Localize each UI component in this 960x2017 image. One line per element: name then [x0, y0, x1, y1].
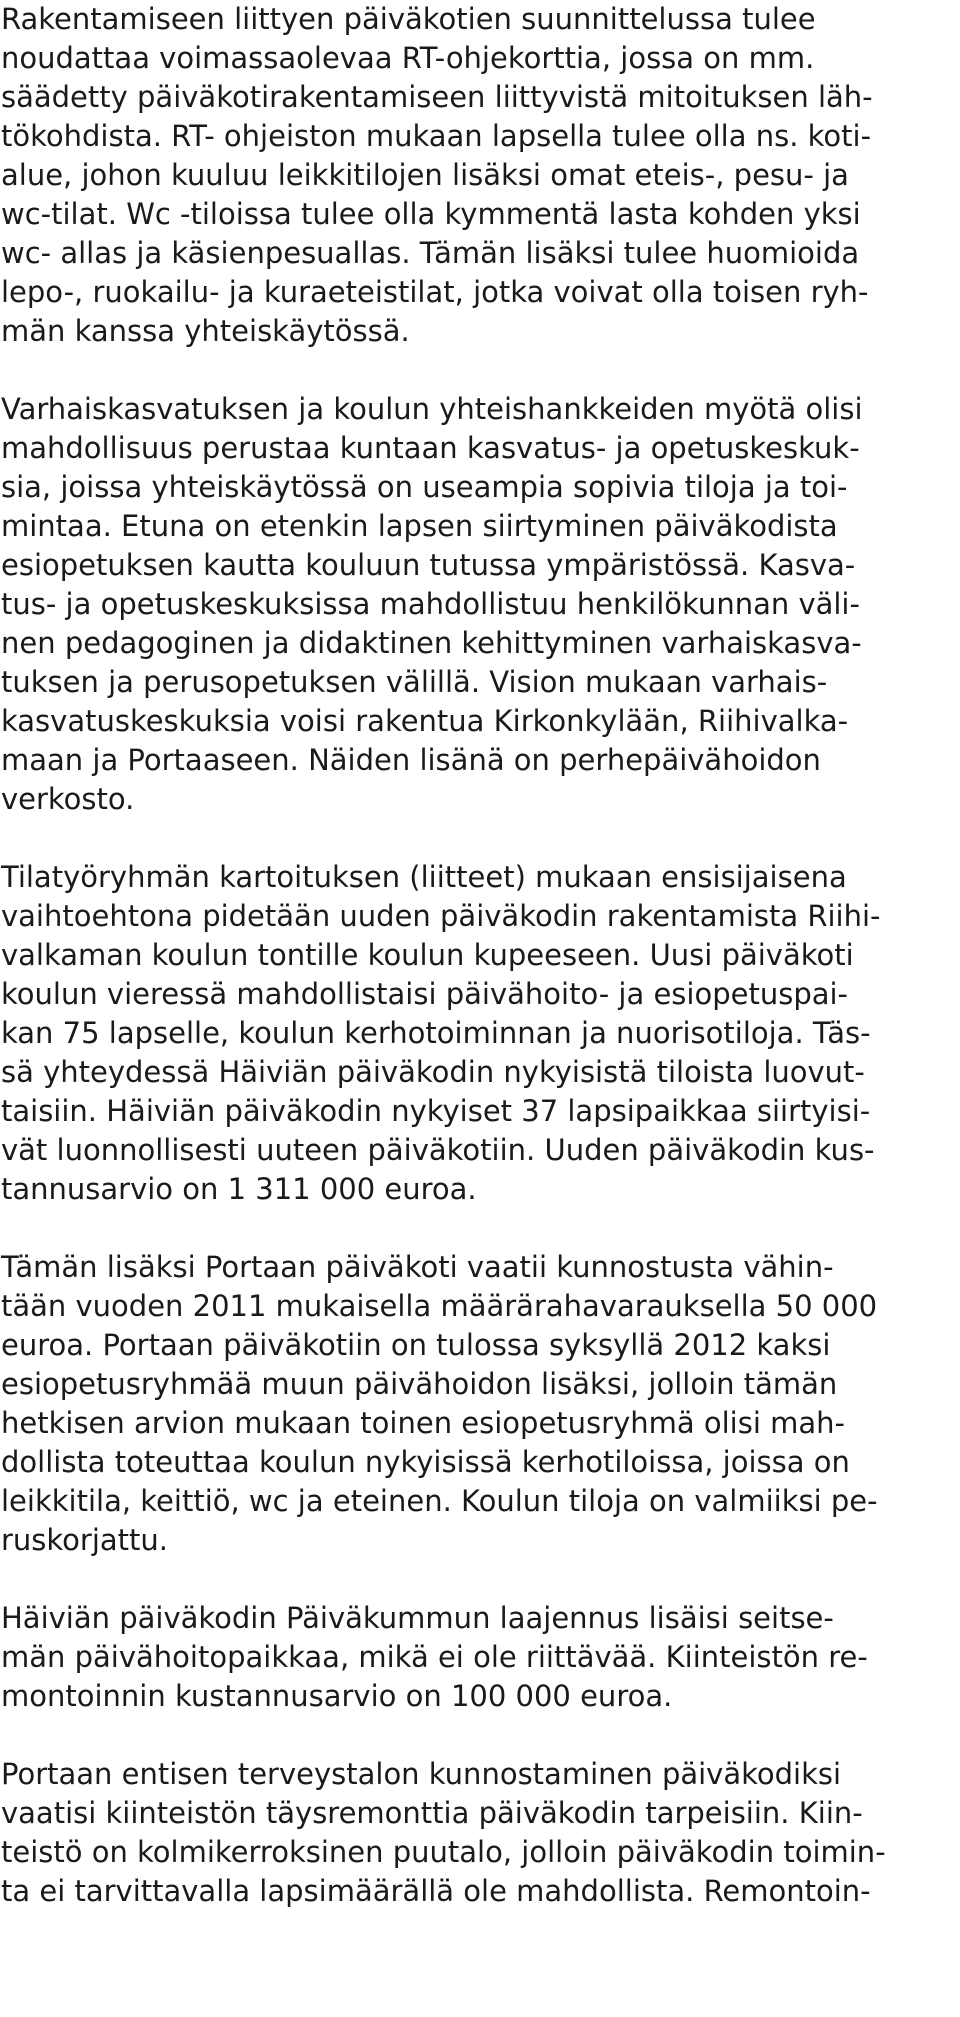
paragraph-health-center-conversion — [0, 1755, 960, 1911]
text-line: leikkitila, keittiö, wc ja eteinen. Koulun tiloja on valmiiksi pe- — [1, 1484, 878, 1518]
paragraph-working-group-survey — [0, 858, 960, 1209]
text-line: Varhaiskasvatuksen ja koulun yhteishankkeiden myötä olisi — [1, 392, 863, 426]
text-line: valkaman koulun tontille koulun kupeeseen. Uusi päiväkoti — [1, 938, 854, 972]
paragraph-portaa-renovation — [0, 1248, 960, 1560]
text-line: nen pedagoginen ja didaktinen kehittyminen varhaiskasva- — [1, 626, 862, 660]
text-line: noudattaa voimassaolevaa RT-ohjekorttia, jossa on mm. — [1, 41, 815, 75]
paragraph-spacer — [0, 1560, 960, 1599]
text-line: kan 75 lapselle, koulun kerhotoiminnan ja nuorisotiloja. Täs- — [1, 1016, 871, 1050]
text-line: män päivähoitopaikkaa, mikä ei ole riittävää. Kiinteistön re- — [1, 1640, 868, 1674]
text-line: tannusarvio on 1 311 000 euroa. — [1, 1172, 477, 1206]
text-line: esiopetuksen kautta kouluun tutussa ympäristössä. Kasva- — [1, 548, 856, 582]
text-line: säädetty päiväkotirakentamiseen liittyvistä mitoituksen läh- — [1, 80, 873, 114]
paragraph-spacer — [0, 819, 960, 858]
text-line: taisiin. Häiviän päiväkodin nykyiset 37 lapsipaikkaa siirtyisi- — [1, 1094, 871, 1128]
text-line: Portaan entisen terveystalon kunnostaminen päiväkodiksi — [1, 1757, 842, 1791]
paragraph-spacer — [0, 351, 960, 390]
text-line: lepo-, ruokailu- ja kuraeteistilat, jotka voivat olla toisen ryh- — [1, 275, 869, 309]
text-line: tökohdista. RT- ohjeiston mukaan lapsella tulee olla ns. koti- — [1, 119, 872, 153]
text-line: esiopetusryhmää muun päivähoidon lisäksi, jolloin tämän — [1, 1367, 838, 1401]
text-line: hetkisen arvion mukaan toinen esiopetusryhmä olisi mah- — [1, 1406, 845, 1440]
text-line: Tilatyöryhmän kartoituksen (liitteet) mukaan ensisijaisena — [1, 860, 847, 894]
text-line: vät luonnollisesti uuteen päiväkotiin. Uuden päiväkodin kus- — [1, 1133, 875, 1167]
paragraph-spacer — [0, 1209, 960, 1248]
paragraph-spacer — [0, 1716, 960, 1755]
text-line: montoinnin kustannusarvio on 100 000 euroa. — [1, 1679, 673, 1713]
paragraph-joint-projects — [0, 390, 960, 819]
text-line: wc- allas ja käsienpesuallas. Tämän lisäksi tulee huomioida — [1, 236, 860, 270]
text-line: män kanssa yhteiskäytössä. — [1, 314, 410, 348]
text-line: mahdollisuus perustaa kuntaan kasvatus- ja opetuskeskuk- — [1, 431, 860, 465]
text-line: mintaa. Etuna on etenkin lapsen siirtyminen päiväkodista — [1, 509, 838, 543]
text-line: koulun vieressä mahdollistaisi päivähoito- ja esiopetuspai- — [1, 977, 849, 1011]
text-line: Rakentamiseen liittyen päiväkotien suunnittelussa tulee — [1, 2, 816, 36]
text-line: tään vuoden 2011 mukaisella määrärahavarauksella 50 000 — [1, 1289, 878, 1323]
text-line: alue, johon kuuluu leikkitilojen lisäksi omat eteis-, pesu- ja — [1, 158, 849, 192]
text-line: tus- ja opetuskeskuksissa mahdollistuu henkilökunnan väli- — [1, 587, 860, 621]
text-line: Häiviän päiväkodin Päiväkummun laajennus lisäisi seitse- — [1, 1601, 834, 1635]
text-line: vaihtoehtona pidetään uuden päiväkodin rakentamista Riihi- — [1, 899, 881, 933]
text-line: maan ja Portaaseen. Näiden lisänä on perhepäivähoidon — [1, 743, 821, 777]
text-line: vaatisi kiinteistön täysremonttia päiväkodin tarpeisiin. Kiin- — [1, 1796, 863, 1830]
text-line: ruskorjattu. — [1, 1523, 169, 1557]
text-line: verkosto. — [1, 782, 135, 816]
paragraph-paivakumpu-extension — [0, 1599, 960, 1716]
text-line: Tämän lisäksi Portaan päiväkoti vaatii kunnostusta vähin- — [1, 1250, 834, 1284]
text-line: dollista toteuttaa koulun nykyisissä kerhotiloissa, joissa on — [1, 1445, 850, 1479]
text-line: sä yhteydessä Häiviän päiväkodin nykyisistä tiloista luovut- — [1, 1055, 865, 1089]
text-line: ta ei tarvittavalla lapsimäärällä ole mahdollista. Remontoin- — [1, 1874, 871, 1908]
text-line: sia, joissa yhteiskäytössä on useampia sopivia tiloja ja toi- — [1, 470, 848, 504]
text-line: teistö on kolmikerroksinen puutalo, jolloin päiväkodin toimin- — [1, 1835, 886, 1869]
text-line: kasvatuskeskuksia voisi rakentua Kirkonkylään, Riihivalka- — [1, 704, 849, 738]
paragraph-day-care-planning — [0, 0, 960, 351]
text-line: tuksen ja perusopetuksen välillä. Vision mukaan varhais- — [1, 665, 828, 699]
text-line: euroa. Portaan päiväkotiin on tulossa syksyllä 2012 kaksi — [1, 1328, 831, 1362]
text-line: wc-tilat. Wc -tiloissa tulee olla kymmentä lasta kohden yksi — [1, 197, 861, 231]
